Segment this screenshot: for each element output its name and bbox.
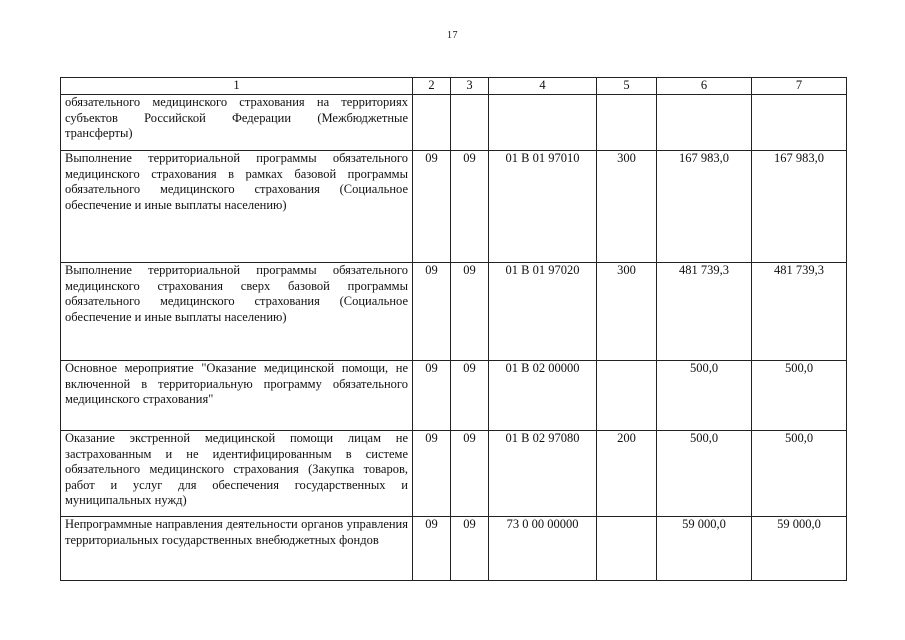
subsection-code-cell: 09 (451, 263, 489, 361)
column-header: 1 (61, 78, 413, 95)
table-header-row (61, 78, 847, 95)
column-header: 4 (489, 78, 597, 95)
column-header: 2 (413, 78, 451, 95)
section-code-cell: 09 (413, 431, 451, 517)
subsection-code-cell: 09 (451, 361, 489, 431)
section-code-cell: 09 (413, 263, 451, 361)
table-row (61, 263, 847, 361)
amount-cell-1: 500,0 (657, 361, 752, 431)
subsection-code-cell: 09 (451, 517, 489, 581)
target-article-cell: 01 В 01 97020 (489, 263, 597, 361)
target-article-cell: 73 0 00 00000 (489, 517, 597, 581)
budget-table (60, 77, 847, 581)
row-name-cell: Выполнение территориальной программы обязательного медицинского страхования в рамках базовой программы обязательного медицинского страхования (Социальное обеспечение и иные выплаты населению) (61, 151, 413, 263)
page-number: 17 (447, 30, 458, 41)
amount-cell-2: 500,0 (752, 361, 847, 431)
column-header: 6 (657, 78, 752, 95)
table-row (61, 517, 847, 581)
subsection-code-cell: 09 (451, 151, 489, 263)
row-name-cell: Основное мероприятие "Оказание медицинской помощи, не включенной в территориальную программу обязательного медицинского страхования" (61, 361, 413, 431)
section-code-cell: 09 (413, 517, 451, 581)
amount-cell-1: 167 983,0 (657, 151, 752, 263)
amount-cell-2: 59 000,0 (752, 517, 847, 581)
section-code-cell: 09 (413, 361, 451, 431)
section-code-cell: 09 (413, 151, 451, 263)
expense-type-cell: 300 (597, 151, 657, 263)
expense-type-cell (597, 95, 657, 151)
target-article-cell: 01 В 01 97010 (489, 151, 597, 263)
table-row (61, 95, 847, 151)
amount-cell-1: 481 739,3 (657, 263, 752, 361)
target-article-cell (489, 95, 597, 151)
expense-type-cell: 300 (597, 263, 657, 361)
amount-cell-2 (752, 95, 847, 151)
column-header: 7 (752, 78, 847, 95)
amount-cell-1: 59 000,0 (657, 517, 752, 581)
table-row (61, 431, 847, 517)
amount-cell-2: 481 739,3 (752, 263, 847, 361)
section-code-cell (413, 95, 451, 151)
amount-cell-2: 500,0 (752, 431, 847, 517)
amount-cell-1: 500,0 (657, 431, 752, 517)
amount-cell-1 (657, 95, 752, 151)
table-row (61, 151, 847, 263)
target-article-cell: 01 В 02 97080 (489, 431, 597, 517)
column-header: 3 (451, 78, 489, 95)
row-name-cell: Оказание экстренной медицинской помощи лицам не застрахованным и не идентифицированным в системе обязательного медицинского страхования (Закупка товаров, работ и услуг для обеспечения государственных и муниципальных нужд) (61, 431, 413, 517)
row-name-cell: обязательного медицинского страхования на территориях субъектов Российской Федерации (Межбюджетные трансферты) (61, 95, 413, 151)
row-name-cell: Выполнение территориальной программы обязательного медицинского страхования сверх базовой программы обязательного медицинского страхования (Социальное обеспечение и иные выплаты населению) (61, 263, 413, 361)
expense-type-cell: 200 (597, 431, 657, 517)
expense-type-cell (597, 517, 657, 581)
expense-type-cell (597, 361, 657, 431)
target-article-cell: 01 В 02 00000 (489, 361, 597, 431)
amount-cell-2: 167 983,0 (752, 151, 847, 263)
table-row (61, 361, 847, 431)
row-name-cell: Непрограммные направления деятельности органов управления территориальных государственных внебюджетных фондов (61, 517, 413, 581)
column-header: 5 (597, 78, 657, 95)
subsection-code-cell (451, 95, 489, 151)
subsection-code-cell: 09 (451, 431, 489, 517)
